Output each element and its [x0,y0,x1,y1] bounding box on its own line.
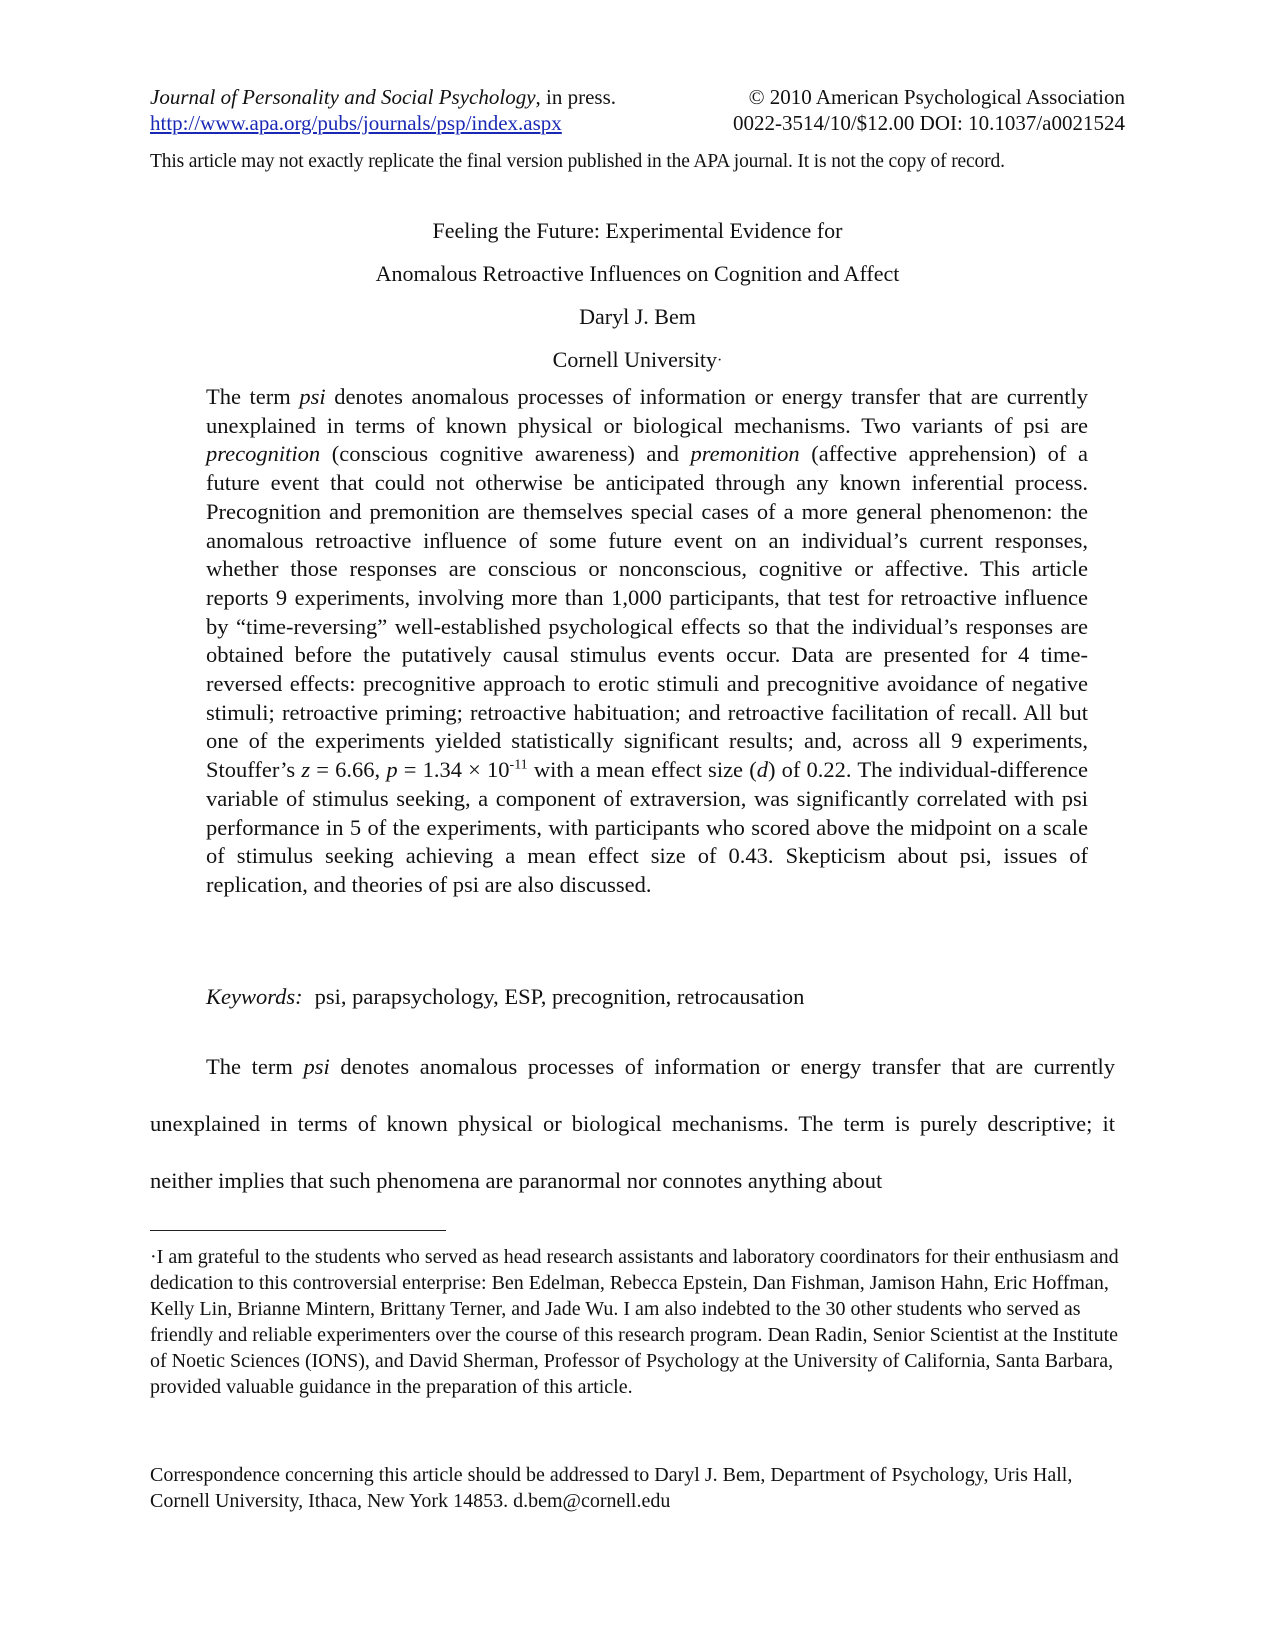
journal-name: Journal of Personality and Social Psychology [150,85,536,109]
abstract-text: The term [206,384,300,409]
keywords-list: psi, parapsychology, ESP, precognition, retrocausation [314,984,805,1009]
abstract-term-premonition: premonition [690,441,800,467]
abstract-text: = 1.34 × 10 [397,757,510,783]
journal-header-left [150,84,616,136]
copy-of-record-notice: This article may not exactly replicate the final version published in the APA journal. It is not the copy of record. [150,151,1005,172]
body-text: denotes anomalous processes of information or energy transfer that are currently unexplained in terms of known physical or biological mechanisms. The term is purely descriptive; it neither implies that such phenomena are paranormal nor connotes anything about [150,1054,1115,1193]
title-line-1: Feeling the Future: Experimental Evidence for [432,218,843,243]
abstract-term-psi: psi [299,384,326,409]
abstract [206,383,1088,900]
body-text: The term [206,1054,304,1079]
title-line-2: Anomalous Retroactive Influences on Cognition and Affect [375,261,900,286]
correspondence-footnote: Correspondence concerning this article should be addressed to Daryl J. Bem, Department of Psychology, Uris Hall, Cornell University, Ithaca, New York 14853. d.bem@cornell.edu [150,1464,1073,1512]
body-paragraph [150,1038,1115,1209]
author-name: Daryl J. Bem [579,304,696,329]
acknowledgment-footnote: ·I am grateful to the students who served as head research assistants and laboratory coordinators for their enthusiasm and dedication to this controversial enterprise: Ben Edelman, Rebecca Epstein, Dan Fishman, Jamison Hahn, Eric Hoffman, Kelly Lin, Brianne Mintern, Brittany Terner, and Jade Wu. I am also indebted to the 30 other students who served as friendly and reliable experimenters over the course of this research program. Dean Radin, Senior Scientist at the Institute of Noetic Sciences (IONS), and David Sherman, Professor of Psychology at the University of California, Santa Barbara, provided valuable guidance in the preparation of this article. [150,1246,1119,1398]
footnote-marker: · [717,352,723,369]
body-term-psi: psi [303,1054,330,1079]
in-press-label: , in press. [535,85,617,109]
affiliation: Cornell University [552,347,718,372]
journal-header-right [733,84,1125,136]
doi-line: 0022-3514/10/$12.00 DOI: 10.1037/a0021524 [733,111,1125,135]
abstract-text: = 6.66, [310,757,387,783]
title-block [0,209,1275,381]
abstract-text: with a mean effect size ( [527,757,757,783]
abstract-text: ) of 0.22. The individual-difference variable of stimulus seeking, a component of extraversion, was significantly correlated with psi performance in 5 of the experiments, with participants who scored above the midpoint on a scale of stimulus seeking achieving a mean effect size of 0.43. Skepticism about psi, issues of replication, and theories of psi are also discussed. [206,757,1088,897]
copyright-line: © 2010 American Psychological Association [748,85,1125,109]
exponent: -11 [509,757,528,773]
abstract-text: (conscious cognitive awareness) and [320,441,691,467]
stat-p-symbol: p [386,757,398,783]
stat-d-symbol: d [756,757,768,783]
affiliation-line [0,338,1275,381]
abstract-text: (affective apprehension) of a future event that could not otherwise be anticipated through any known inferential process. Precognition and premonition are themselves special cases of a more general phenomenon: the anomalous retroactive influence of some future event on an individual’s current responses, whether those responses are conscious or nonconscious, cognitive or affective. This article reports 9 experiments, involving more than 1,000 participants, that test for retroactive influence by “time-reversing” well-established psychological effects so that the individual’s responses are obtained before the putatively causal stimulus events occur. Data are presented for 4 time-reversed effects: precognitive approach to erotic stimuli and precognitive avoidance of negative stimuli; retroactive priming; retroactive habituation; and retroactive facilitation of recall. All but one of the experiments yielded statistically significant results; and, across all 9 experiments, Stouffer’s [206,441,1089,783]
abstract-term-precognition: precognition [206,441,321,467]
footnote-divider [150,1230,446,1231]
keywords [206,983,804,1011]
journal-citation [150,84,616,110]
keywords-label: Keywords: [206,984,303,1009]
stat-z-symbol: z [301,757,311,783]
journal-url-link[interactable]: http://www.apa.org/pubs/journals/psp/index.aspx [150,111,562,135]
abstract-text: denotes anomalous processes of information or energy transfer that are currently unexplained in terms of known physical or biological mechanisms. Two variants of psi are [206,384,1088,438]
